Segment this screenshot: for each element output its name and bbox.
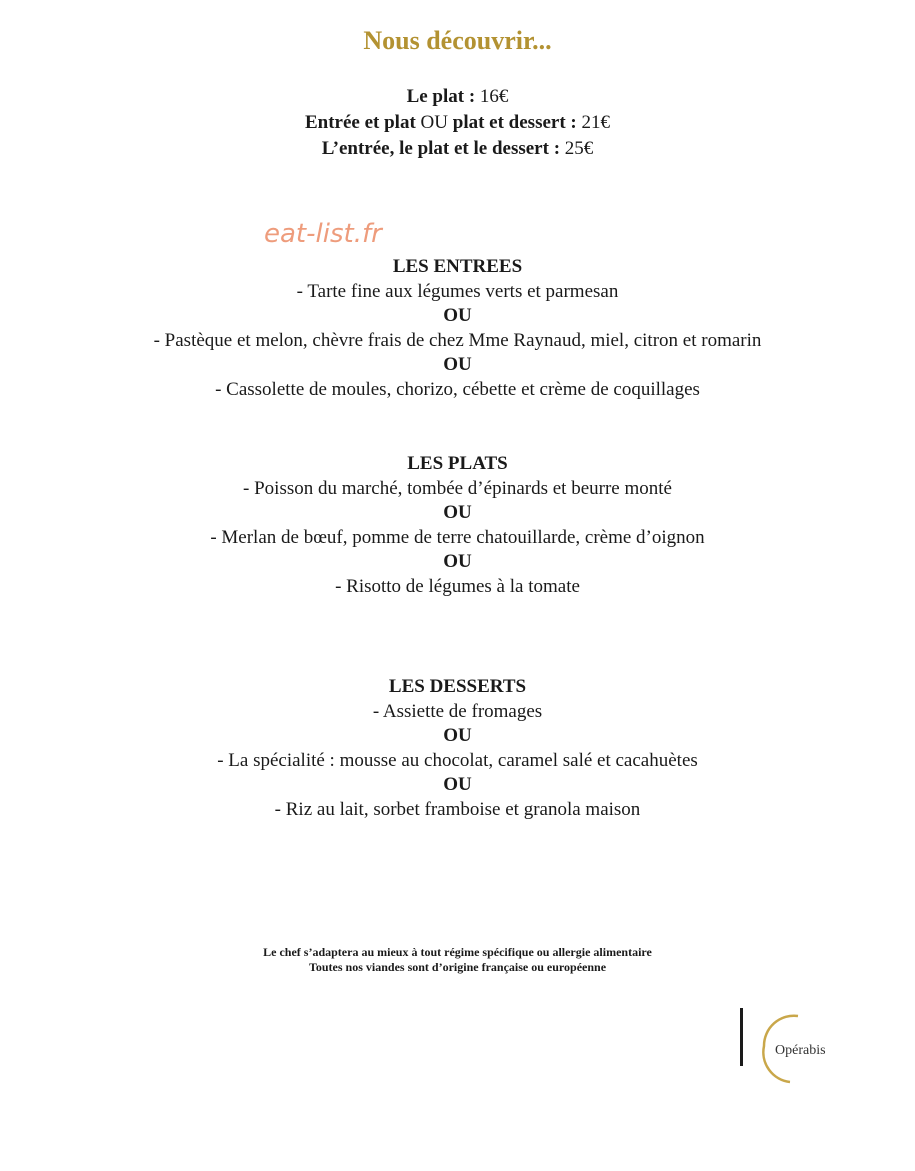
page-title: Nous découvrir...	[363, 26, 552, 55]
price-separator: :	[565, 112, 582, 133]
price-line-three-courses	[0, 136, 915, 162]
price-line-plat	[0, 84, 915, 110]
section-heading: LES PLATS	[407, 453, 508, 474]
price-separator: :	[464, 86, 480, 107]
section-desserts	[0, 675, 915, 822]
menu-item: - Poisson du marché, tombée d’épinards et beurre monté	[243, 477, 672, 499]
watermark: eat-list.fr	[264, 219, 382, 249]
price-label-part: Entrée et plat	[304, 112, 421, 133]
or-separator: OU	[443, 305, 472, 326]
menu-item: - Risotto de légumes à la tomate	[335, 575, 580, 597]
menu-item: - Merlan de bœuf, pomme de terre chatouillarde, crème d’oignon	[210, 526, 705, 548]
menu-item: - La spécialité : mousse au chocolat, caramel salé et cacahuètes	[217, 749, 698, 771]
price-list	[0, 84, 915, 162]
price-label: L’entrée, le plat et le dessert	[321, 138, 549, 159]
price-line-two-courses	[0, 110, 915, 136]
menu-item: - Riz au lait, sorbet framboise et granola maison	[274, 798, 641, 820]
or-separator: OU	[443, 725, 472, 746]
section-heading: LES DESSERTS	[388, 676, 527, 697]
price-value: 21€	[581, 112, 610, 133]
logo-text: Opérabis	[775, 1043, 826, 1058]
footer-line: Le chef s’adaptera au mieux à tout régime spécifique ou allergie alimentaire	[263, 945, 652, 959]
or-separator: OU	[443, 551, 472, 572]
section-plats	[0, 452, 915, 599]
price-value: 16€	[479, 86, 509, 107]
or-separator: OU	[443, 354, 472, 375]
section-entrees	[0, 255, 915, 402]
menu-item: - Tarte fine aux légumes verts et parmesan	[296, 280, 619, 302]
price-label-part: plat et dessert	[448, 112, 566, 133]
footer-line: Toutes nos viandes sont d’origine française ou européenne	[308, 960, 607, 974]
price-value: 25€	[564, 138, 594, 159]
menu-item: - Cassolette de moules, chorizo, cébette et crème de coquillages	[215, 378, 700, 400]
menu-item: - Pastèque et melon, chèvre frais de chez Mme Raynaud, miel, citron et romarin	[153, 329, 762, 351]
section-heading: LES ENTREES	[392, 256, 523, 277]
or-separator: OU	[443, 774, 472, 795]
or-separator: OU	[443, 502, 472, 523]
price-label-or: OU	[420, 112, 448, 133]
menu-item: - Assiette de fromages	[372, 700, 543, 722]
price-separator: :	[548, 138, 565, 159]
price-label: Le plat	[406, 86, 465, 107]
footer-notes	[0, 945, 915, 975]
